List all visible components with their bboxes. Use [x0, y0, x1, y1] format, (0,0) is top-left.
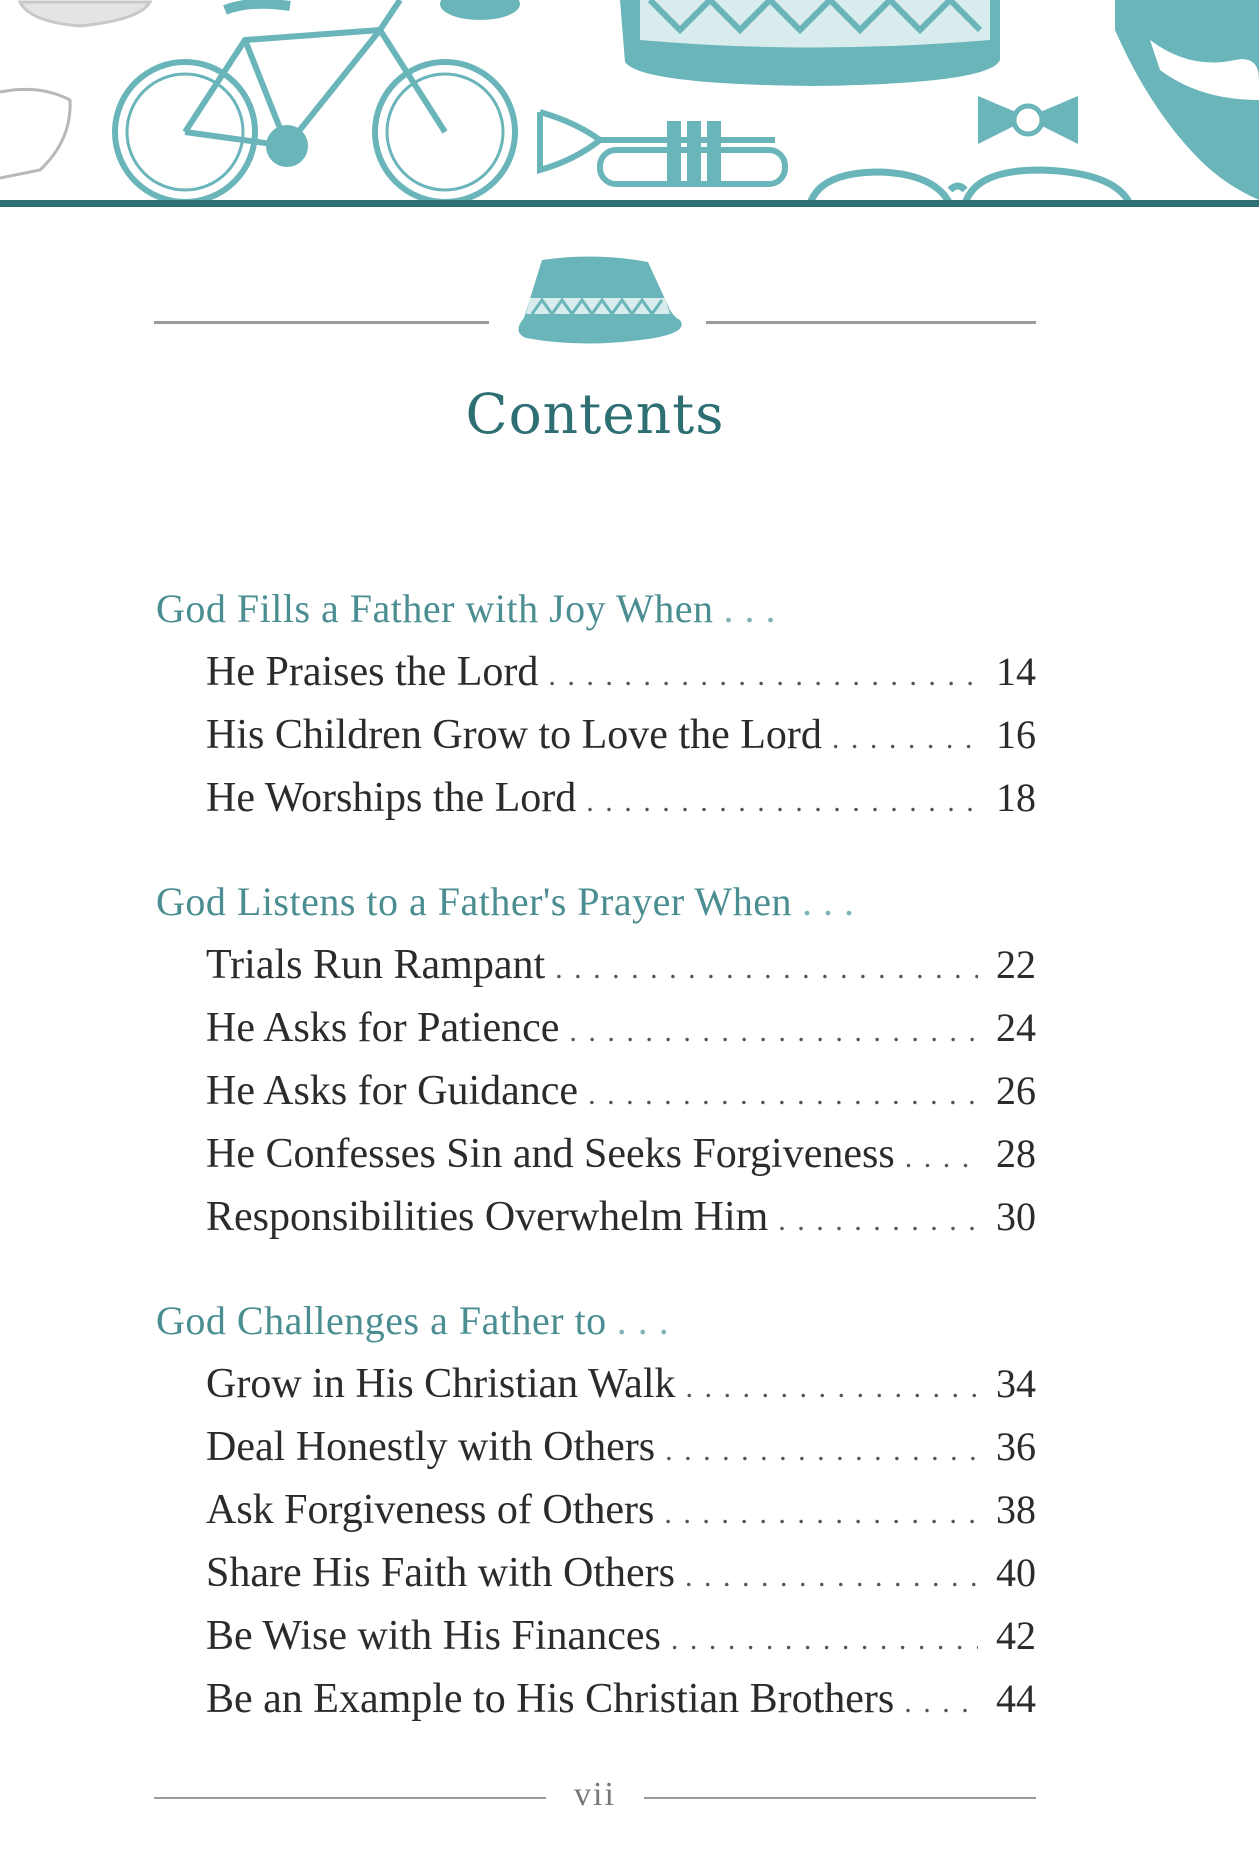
toc-entry-label: Grow in His Christian Walk	[206, 1361, 676, 1407]
dot-leader	[664, 1482, 978, 1545]
hat-icon	[620, 0, 1000, 86]
dot-leader	[569, 1000, 978, 1063]
toc-entry[interactable]	[156, 1541, 1036, 1604]
toc-entry[interactable]	[156, 703, 1036, 766]
toc-entry-label: His Children Grow to Love the Lord	[206, 712, 822, 758]
toc-entry-label: Be Wise with His Finances	[206, 1613, 661, 1659]
page-title: Contents	[465, 382, 725, 446]
toc-entry-page: 36	[996, 1424, 1036, 1469]
bicycle-icon	[115, 0, 515, 202]
toc-entry-page: 42	[996, 1613, 1036, 1658]
dot-leader	[548, 644, 978, 707]
toc-entry-page: 22	[996, 942, 1036, 987]
toc-entry-label: He Asks for Patience	[206, 1005, 560, 1051]
section-heading-text: God Listens to a Father's Prayer When	[156, 879, 792, 924]
dot-leader	[586, 770, 978, 833]
toc-entry-label: Ask Forgiveness of Others	[206, 1487, 655, 1533]
dot-leader	[665, 1419, 978, 1482]
section-heading	[156, 578, 1036, 640]
toc-entry-label: He Worships the Lord	[206, 775, 577, 821]
section-heading-ellipsis: . . .	[616, 1298, 670, 1343]
divider-line-left	[154, 321, 489, 324]
toc-entry[interactable]	[156, 933, 1036, 996]
toc-entry[interactable]	[156, 1604, 1036, 1667]
toc-entry-label: He Asks for Guidance	[206, 1068, 579, 1114]
toc-entry[interactable]	[156, 1185, 1036, 1248]
toc-entry-label: Be an Example to His Christian Brothers	[206, 1676, 895, 1722]
section-heading-text: God Fills a Father with Joy When	[156, 586, 714, 631]
eyeglasses-icon	[810, 170, 1130, 204]
footer-rule-left	[154, 1797, 546, 1799]
toc-entry[interactable]	[156, 1415, 1036, 1478]
toc-entry-page: 16	[996, 712, 1036, 757]
toc-entry-page: 38	[996, 1487, 1036, 1532]
footer-rule-right	[644, 1797, 1036, 1799]
toc-entry[interactable]	[156, 996, 1036, 1059]
hat-divider	[150, 252, 1040, 347]
toc-entry[interactable]	[156, 1059, 1036, 1122]
dot-leader	[686, 1356, 979, 1419]
toc-entry-page: 14	[996, 649, 1036, 694]
page-footer	[150, 1774, 1040, 1820]
ornament-icon	[440, 0, 520, 20]
page-number: vii	[574, 1776, 616, 1813]
toc-entry[interactable]	[156, 640, 1036, 703]
toc-entry-label: He Praises the Lord	[206, 649, 539, 695]
dot-leader	[588, 1063, 978, 1126]
toc-entry-page: 26	[996, 1068, 1036, 1113]
dot-leader	[778, 1189, 978, 1252]
dot-leader	[685, 1545, 978, 1608]
bowtie-icon	[978, 96, 1078, 144]
toc-entry[interactable]	[156, 1352, 1036, 1415]
divider-line-right	[706, 321, 1036, 324]
dot-leader	[671, 1608, 978, 1671]
dot-leader	[832, 707, 978, 770]
header-banner	[0, 0, 1259, 215]
trumpet-icon	[540, 112, 785, 184]
toc-entry-page: 18	[996, 775, 1036, 820]
toc-section	[156, 578, 1036, 829]
toc-section	[156, 1290, 1036, 1730]
toc-entry-page: 24	[996, 1005, 1036, 1050]
section-heading-text: God Challenges a Father to	[156, 1298, 607, 1343]
mustache-icon	[1115, 0, 1259, 200]
toc-entry-label: He Confesses Sin and Seeks Forgiveness	[206, 1131, 895, 1177]
toc-entry-page: 40	[996, 1550, 1036, 1595]
table-of-contents	[156, 578, 1036, 1772]
header-rule	[0, 200, 1259, 207]
dot-leader	[904, 1671, 978, 1734]
toc-entry[interactable]	[156, 1478, 1036, 1541]
section-heading	[156, 1290, 1036, 1352]
section-heading	[156, 871, 1036, 933]
toc-entry-label: Trials Run Rampant	[206, 942, 546, 988]
toc-entry-label: Share His Faith with Others	[206, 1550, 675, 1596]
toc-entry-page: 44	[996, 1676, 1036, 1721]
toc-entry[interactable]	[156, 1122, 1036, 1185]
toc-entry-page: 30	[996, 1194, 1036, 1239]
dot-leader	[555, 937, 978, 1000]
toc-entry[interactable]	[156, 766, 1036, 829]
dot-leader	[905, 1126, 978, 1189]
toc-entry-page: 34	[996, 1361, 1036, 1406]
toc-entry-label: Deal Honestly with Others	[206, 1424, 656, 1470]
fedora-icon	[518, 256, 681, 343]
toc-entry-page: 28	[996, 1131, 1036, 1176]
toc-section	[156, 871, 1036, 1248]
toc-entry-label: Responsibilities Overwhelm Him	[206, 1194, 769, 1240]
section-heading-ellipsis: . . .	[801, 879, 855, 924]
toc-entry[interactable]	[156, 1667, 1036, 1730]
section-heading-ellipsis: . . .	[723, 586, 776, 631]
